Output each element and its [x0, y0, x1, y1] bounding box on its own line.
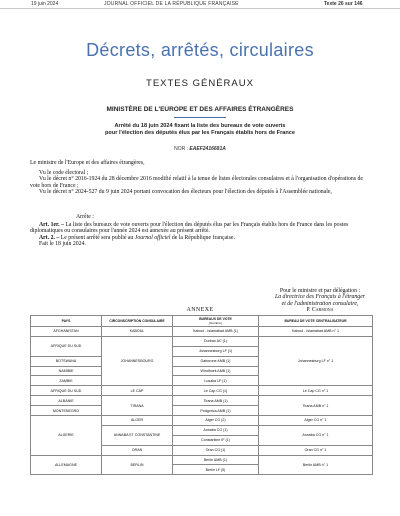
done-date: Fait le 18 juin 2024. — [39, 241, 86, 248]
cell-centralisateur: Kaboul - Islamabad AMB n° 1 — [259, 327, 373, 337]
table-row — [31, 327, 373, 337]
table-row — [31, 416, 373, 426]
body-p4: Vu le décret n° 2024-527 du 9 juin 2024 portant convocation des électeurs pour l'élection des députés à l'Assemblée nationale, — [39, 189, 332, 196]
page-header — [0, 0, 400, 9]
cell-centralisateur: Le Cap CG n° 1 — [259, 386, 373, 396]
cell-bureaux: Alger CG (2) — [173, 416, 259, 426]
cell-circonscription: ORAN — [102, 445, 173, 455]
cell-bureaux: Kaboul - Islamabad AMB (1) — [173, 327, 259, 337]
cell-pays: ZAMBIE — [31, 376, 102, 386]
signature-line3: et de l'administration consulaire, — [281, 300, 359, 307]
articles — [30, 222, 372, 248]
arrete-title — [60, 123, 340, 137]
cell-pays: AFRIQUE DU SUD — [31, 336, 102, 356]
subsection-title: TEXTES GÉNÉRAUX — [146, 78, 254, 89]
cell-bureaux: Annaba CG (1) — [173, 425, 259, 435]
cell-centralisateur: Oran CG n° 1 — [259, 445, 373, 455]
cell-bureaux: Le Cap CG (1) — [173, 386, 259, 396]
signature-line1: Pour le ministre et par délégation : — [279, 288, 361, 294]
table-row — [31, 455, 373, 465]
body-p2: Vu le code électoral ; — [39, 170, 89, 176]
body-p1: Le ministre de l'Europe et des affaires étrangères, — [30, 160, 145, 166]
signature-name: P. Carmona — [306, 307, 334, 314]
ministry-name: MINISTÈRE DE L'EUROPE ET DES AFFAIRES ÉTRANGÈRES — [106, 106, 294, 113]
cell-pays: ALLEMAGNE — [31, 455, 102, 475]
cell-bureaux: Gaborone AMB (1) — [173, 356, 259, 366]
visas — [30, 170, 372, 196]
col-header-pays: PAYS — [31, 316, 102, 327]
cell-centralisateur: Annaba CG n° 1 — [259, 425, 373, 445]
article-2-text-b: de la République française. — [170, 234, 235, 241]
article-2-label: Art. 2. – — [39, 234, 60, 241]
header-date: 19 juin 2024 — [31, 1, 59, 7]
cell-pays: ALGERIE — [31, 416, 102, 456]
cell-bureaux: Johannesburg LF (1) — [173, 346, 259, 356]
cell-bureaux: Berlin AMB (1) — [173, 455, 259, 465]
cell-pays: AFRIQUE DU SUD — [31, 386, 102, 396]
title-divider — [174, 117, 226, 118]
cell-pays: AFGHANISTAN — [31, 327, 102, 337]
cell-pays: NAMIBIE — [31, 366, 102, 376]
article-2-text-italic: Journal officiel — [134, 234, 171, 241]
cell-bureaux: Windhoek AMB (1) — [173, 366, 259, 376]
article-2-text-a: Le présent arrêté sera publié au — [59, 234, 135, 241]
cell-circonscription: JOHANNESBOURG — [102, 336, 173, 385]
preamble — [30, 160, 372, 166]
arrete-title-line2: pour l'élection des députés élus par les Français établis hors de France — [104, 130, 296, 136]
cell-bureaux: Berlin LF (5) — [173, 465, 259, 475]
cell-centralisateur: Johannesburg LF n° 1 — [259, 336, 373, 385]
body-p5: Arrête : — [76, 214, 94, 220]
cell-pays: ALBANIE — [31, 396, 102, 406]
nor-reference — [0, 146, 400, 152]
col-header-bureaux — [173, 316, 259, 327]
cell-bureaux: Tirana AMB (1) — [173, 396, 259, 406]
table-row — [31, 336, 373, 346]
col-header-bureaux-label: BUREAUX DE VOTE — [199, 317, 232, 321]
cell-centralisateur: Berlin AMB n° 1 — [259, 455, 373, 475]
cell-bureaux: Durban AC (1) — [173, 336, 259, 346]
article-1 — [30, 222, 372, 235]
article-1-text: La liste des bureaux de vote ouverts pour l'élection des députés élus par les Français établis hors de France dans les postes diplomatiques ou consulaires pour l'année 2024 est annexée au présent arrêté. — [30, 222, 349, 235]
cell-circonscription: BERLIN — [102, 455, 173, 475]
cell-pays: MONTENEGRO — [31, 406, 102, 416]
cell-circonscription: ANNABA ET CONSTANTINE — [102, 425, 173, 445]
article-1-label: Art. 1er. – — [39, 222, 64, 228]
body-p3: Vu le décret n° 2016-1924 du 28 décembre 2016 modifié relatif à la tenue de listes électorales consulaires et à l'organisation d'opérations de vote hors de France ; — [30, 176, 363, 189]
cell-circonscription: ALGER — [102, 416, 173, 426]
table-row — [31, 396, 373, 406]
header-page-number: Texte 26 sur 146 — [324, 1, 363, 7]
col-header-bureaux-sub: (Nombre) — [209, 321, 222, 325]
cell-bureaux: Constantine IF (1) — [173, 435, 259, 445]
table-row — [31, 386, 373, 396]
cell-centralisateur: Tirana AMB n° 1 — [259, 396, 373, 416]
cell-circonscription: TIRANA — [102, 396, 173, 416]
cell-centralisateur: Alger CG n° 1 — [259, 416, 373, 426]
cell-bureaux: Lusaka LF (1) — [173, 376, 259, 386]
arrete-keyword — [30, 214, 372, 220]
nor-label: NOR : — [174, 146, 190, 152]
cell-bureaux: Oran CG (1) — [173, 445, 259, 455]
arrete-title-line1: Arrêté du 18 juin 2024 fixant la liste des bureaux de vote ouverts — [114, 123, 286, 129]
cell-bureaux: Podgorica AMB (1) — [173, 406, 259, 416]
nor-code: EAEF2416681A — [189, 146, 226, 152]
header-journal-title: JOURNAL OFFICIEL DE LA RÉPUBLIQUE FRANÇAISE — [104, 1, 239, 7]
polling-stations-table — [30, 315, 373, 475]
signature-line2: La directrice des Français à l'étranger — [274, 294, 366, 301]
table-header-row — [31, 316, 373, 327]
col-header-circonscription: CIRCONSCRIPTION CONSULAIRE — [102, 316, 173, 327]
col-header-centralisateur: BUREAU DE VOTE CENTRALISATEUR — [259, 316, 373, 327]
cell-circonscription: LE CAP — [102, 386, 173, 396]
annexe-title: ANNEXE — [186, 307, 214, 313]
cell-circonscription: KABOUL — [102, 327, 173, 337]
section-title: Décrets, arrêtés, circulaires — [86, 40, 314, 60]
cell-pays: BOTSWANA — [31, 356, 102, 366]
